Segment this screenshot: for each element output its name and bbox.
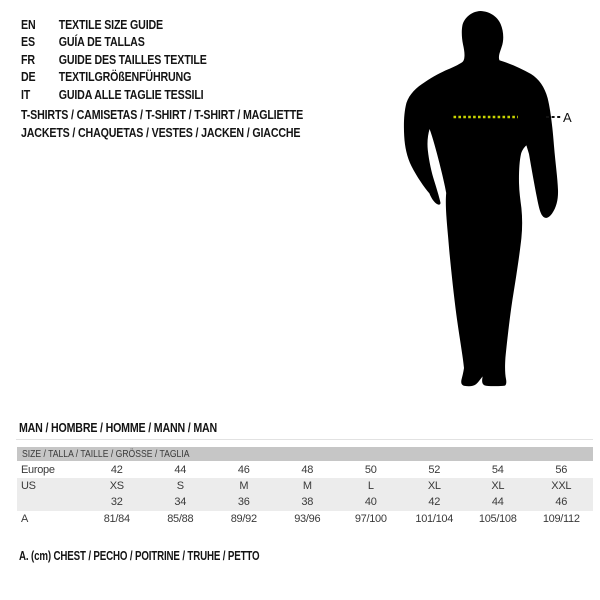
size-cell: 52 xyxy=(428,464,441,476)
size-cell: 44 xyxy=(491,496,504,509)
size-cell: 36 xyxy=(237,496,250,509)
language-row xyxy=(21,51,207,68)
size-cell: XL xyxy=(491,480,505,493)
size-cell: 81/84 xyxy=(103,512,130,525)
language-guide-title: GUIDE DES TAILLES TEXTILE xyxy=(58,51,207,67)
size-cell: 48 xyxy=(301,464,314,476)
size-cell: L xyxy=(367,480,374,493)
language-title-list xyxy=(21,16,247,103)
language-guide-title: GUIDA ALLE TAGLIE TESSILI xyxy=(58,86,204,102)
size-cell: 38 xyxy=(301,496,314,509)
size-table-row xyxy=(17,462,593,478)
section-title-man: MAN / HOMBRE / HOMME / MANN / MAN xyxy=(19,421,218,435)
size-table-header xyxy=(17,447,593,461)
row-label: US xyxy=(21,480,36,493)
size-cell: 32 xyxy=(110,496,123,509)
size-cell: 40 xyxy=(364,496,377,509)
language-row xyxy=(21,33,207,50)
size-table-row xyxy=(17,478,593,494)
row-label: A xyxy=(21,512,29,525)
size-cell: 50 xyxy=(364,464,377,476)
table-top-rule xyxy=(16,439,593,440)
language-code: DE xyxy=(21,69,36,85)
size-cell: XXL xyxy=(551,480,572,493)
size-cell: XS xyxy=(109,480,124,493)
size-cell: 93/96 xyxy=(294,512,321,525)
size-cell: 85/88 xyxy=(167,512,194,525)
size-cell: 42 xyxy=(110,464,123,476)
language-code: IT xyxy=(21,86,31,102)
size-cell: 42 xyxy=(428,496,441,509)
size-cell: XL xyxy=(427,480,441,493)
size-cell: M xyxy=(239,480,249,493)
size-table-row xyxy=(17,494,593,510)
language-row xyxy=(21,86,207,103)
size-cell: 109/112 xyxy=(542,512,580,525)
language-guide-title: TEXTILE SIZE GUIDE xyxy=(58,17,163,32)
garment-category-lines xyxy=(21,106,365,142)
size-cell: 46 xyxy=(555,496,568,509)
language-guide-title: TEXTILGRÖßENFÜHRUNG xyxy=(58,69,192,85)
size-cell: 34 xyxy=(174,496,187,509)
size-cell: S xyxy=(176,480,184,493)
man-figure xyxy=(395,0,585,400)
chest-footnote: A. (cm) CHEST / PECHO / POITRINE / TRUHE / PETTO xyxy=(19,549,260,563)
measure-label-a: A xyxy=(563,110,572,125)
size-cell: 46 xyxy=(237,464,250,476)
row-label: Europe xyxy=(21,464,55,476)
size-cell: M xyxy=(302,480,312,493)
size-cell: 89/92 xyxy=(230,512,257,525)
man-silhouette xyxy=(404,11,558,386)
size-table xyxy=(17,447,593,527)
language-row xyxy=(21,68,207,85)
size-cell: 56 xyxy=(555,464,568,476)
language-row xyxy=(21,16,207,33)
language-guide-title: GUÍA DE TALLAS xyxy=(58,34,145,50)
size-cell: 54 xyxy=(491,464,504,476)
size-cell: 101/104 xyxy=(415,512,454,525)
size-cell: 97/100 xyxy=(354,512,387,525)
category-line: JACKETS / CHAQUETAS / VESTES / JACKEN / GIACCHE xyxy=(21,125,301,140)
size-table-body xyxy=(17,462,593,527)
size-table-header-label: SIZE / TALLA / TAILLE / GRÖSSE / TAGLIA xyxy=(22,448,190,460)
size-cell: 105/108 xyxy=(478,512,517,525)
language-code: FR xyxy=(21,51,35,67)
man-silhouette-svg xyxy=(395,0,585,400)
language-code: ES xyxy=(21,34,35,50)
category-line: T-SHIRTS / CAMISETAS / T-SHIRT / T-SHIRT / MAGLIETTE xyxy=(21,107,304,122)
size-cell: 44 xyxy=(174,464,187,476)
size-table-row xyxy=(17,511,593,527)
row-label xyxy=(17,494,85,510)
language-code: EN xyxy=(21,17,36,32)
